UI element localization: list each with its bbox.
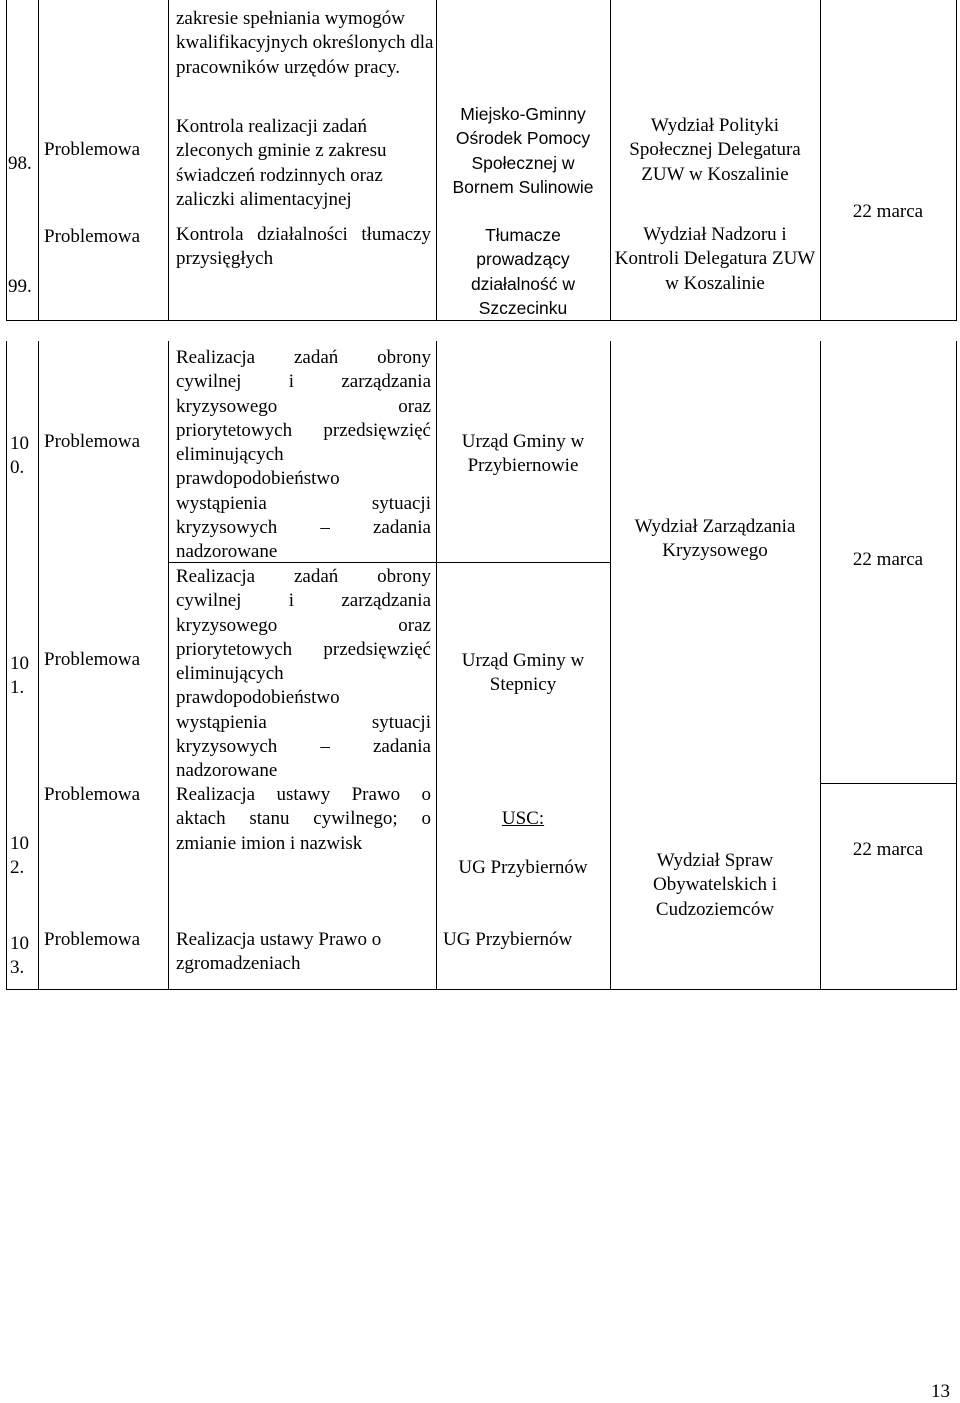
inspection-scope: Realizacja zadań obrony cywilnej i zarządzania kryzysowego oraz priorytetowych przedsięwzięć eliminujących prawdopodobieństwo wystąpienia sytuacji kryzysowych – zadania nadzorowane (176, 566, 431, 782)
inspection-scope: Kontrola realizacji zadań zleconych gminie z zakresu świadczeń rodzinnych oraz zaliczki alimentacyjnej (176, 116, 387, 210)
entity-name: UG Przybiernów (458, 856, 588, 878)
date-cell: 22 marca (852, 549, 924, 570)
row-number: 99. (8, 276, 32, 297)
inspected-entity: Urząd Gminy w Stepnicy (461, 650, 585, 696)
date-cell: 22 marca (852, 201, 924, 222)
inspection-scope: Realizacja zadań obrony cywilnej i zarządzania kryzysowego oraz priorytetowych przedsięwzięć eliminujących prawdopodobieństwo wystąpienia sytuacji kryzysowych – zadania nadzorowane (176, 347, 431, 563)
inspection-scope: Realizacja ustawy Prawo o zgromadzeniach (176, 929, 382, 975)
continued-scope-text: zakresie spełniania wymogów kwalifikacyjnych określonych dla pracowników urzędów pracy. (176, 8, 434, 78)
responsible-unit: Wydział Nadzoru i Kontroli Delegatura ZUW w Koszalinie (614, 224, 816, 294)
inspection-scope: Realizacja ustawy Prawo o aktach stanu cywilnego; o zmianie imion i nazwisk (176, 784, 431, 854)
inspection-type: Problemowa (44, 226, 141, 247)
page-number: 13 (931, 1381, 950, 1402)
row-number: 100. (10, 433, 29, 479)
inspection-type: Problemowa (44, 431, 141, 452)
responsible-unit: Wydział Spraw Obywatelskich i Cudzoziemców (652, 850, 777, 920)
row-number: 101. (10, 653, 29, 699)
inspection-type: Problemowa (44, 929, 141, 950)
inspected-entity: Tłumacze prowadzący działalność w Szczecinku (470, 225, 576, 318)
inspection-type: Problemowa (44, 139, 141, 160)
responsible-unit: Wydział Polityki Społecznej Delegatura ZUW w Koszalinie (629, 115, 801, 185)
responsible-unit: Wydział Zarządzania Kryzysowego (634, 516, 796, 562)
row-number: 102. (10, 833, 29, 879)
inspection-scope: Kontrola działalności tłumaczy przysięgłych (176, 224, 431, 270)
inspected-entity: Miejsko-Gminny Ośrodek Pomocy Społecznej w Bornem Sulinowie (452, 104, 594, 197)
row-number: 98. (8, 153, 32, 174)
inspection-type: Problemowa (44, 784, 141, 805)
entity-label: USC: (501, 808, 545, 830)
date-cell: 22 marca (852, 839, 924, 860)
inspected-entity (440, 783, 606, 880)
inspection-type: Problemowa (44, 649, 141, 670)
inspected-entity: UG Przybiernów (443, 929, 573, 950)
inspected-entity: Urząd Gminy w Przybiernowie (461, 431, 585, 477)
row-number: 103. (10, 933, 29, 979)
